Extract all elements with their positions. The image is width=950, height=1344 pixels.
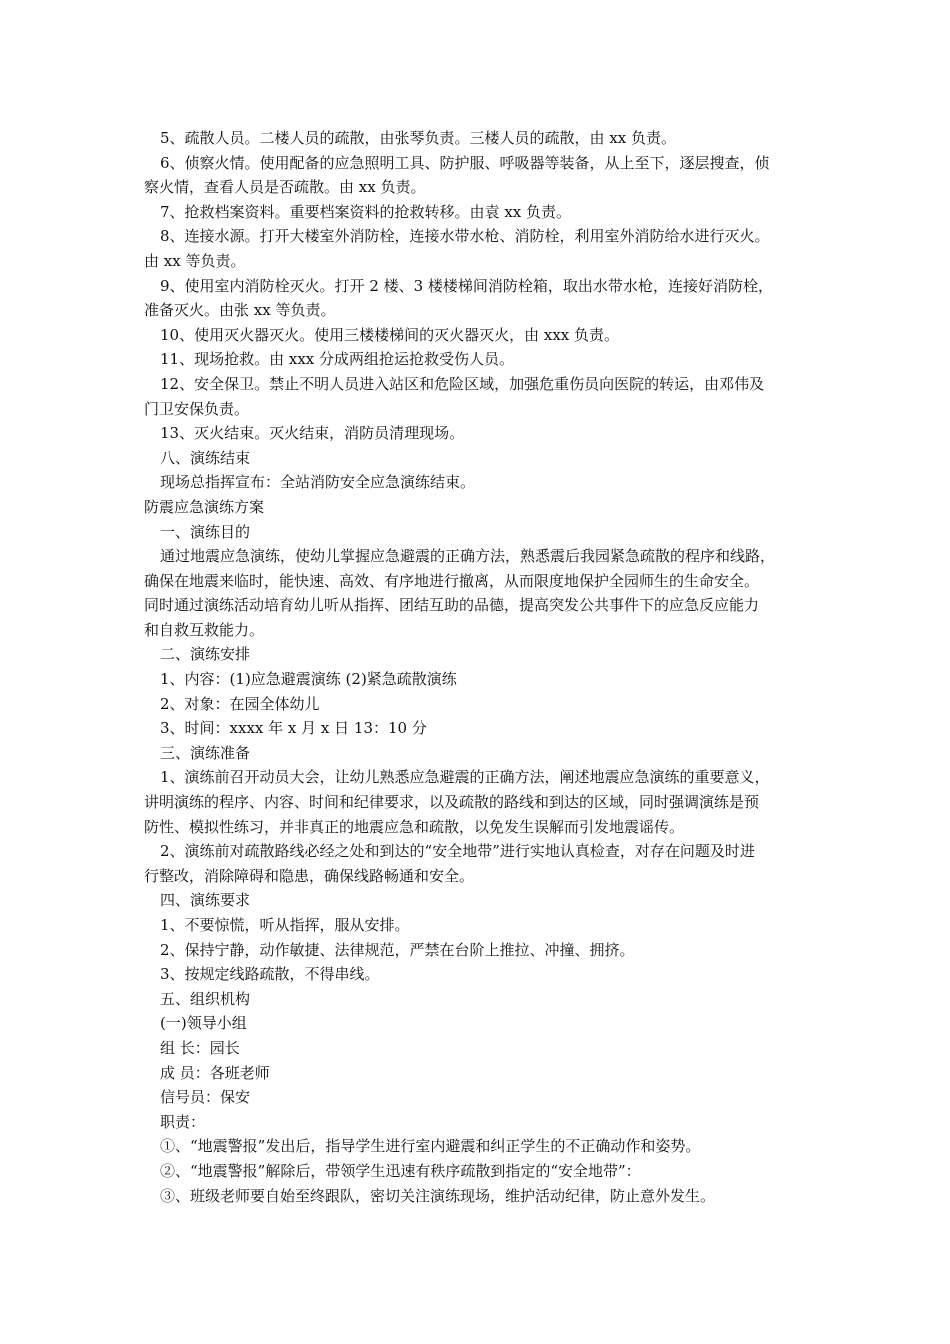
text-line: 组 长：园长 [160, 1038, 240, 1057]
text-line: 防震应急演练方案 [144, 497, 265, 516]
text-line: 12、安全保卫。禁止不明人员进入站区和危险区域，加强危重伤员向医院的转运，由邓伟及 [160, 374, 765, 393]
text-line: 和自救互救能力。 [144, 620, 265, 639]
text-line: 信号员：保安 [160, 1088, 251, 1107]
text-line: 同时通过演练活动培育幼儿听从指挥、团结互助的品德，提高突发公共事件下的应急反应能力 [144, 596, 760, 615]
text-line: 确保在地震来临时，能快速、高效、有序地进行撤离，从而限度地保护全园师生的生命安全。 [144, 571, 760, 590]
text-line: 通过地震应急演练，使幼儿掌握应急避震的正确方法，熟悉震后我园紧急疏散的程序和线路， [160, 547, 776, 566]
text-line: 行整改，消除障碍和隐患，确保线路畅通和安全。 [144, 866, 475, 885]
text-line: 1、演练前召开动员大会，让幼儿熟悉应急避震的正确方法，阐述地震应急演练的重要意义， [160, 768, 770, 787]
text-line: 八、演练结束 [160, 448, 251, 467]
text-line: 由 xx 等负责。 [144, 251, 246, 270]
text-line: 5、疏散人员。二楼人员的疏散，由张琴负责。三楼人员的疏散，由 xx 负责。 [160, 129, 677, 147]
text-line: ②、“地震警报”解除后，带领学生迅速有秩序疏散到指定的“安全地带”： [160, 1161, 641, 1180]
text-line: 四、演练要求 [160, 891, 251, 910]
text-line: 现场总指挥宣布：全站消防安全应急演练结束。 [160, 473, 476, 492]
text-line: 3、时间：xxxx 年 x 月 x 日 13：10 分 [160, 719, 427, 738]
text-line: 3、按规定线路疏散，不得串线。 [160, 965, 380, 984]
text-line: 11、现场抢救。由 xxx 分成两组抢运抢救受伤人员。 [160, 350, 515, 369]
text-line: 门卫安保负责。 [144, 399, 250, 418]
text-line: 三、演练准备 [160, 743, 251, 762]
text-line: 察火情，查看人员是否疏散。由 xx 负责。 [144, 178, 426, 197]
text-line: 五、组织机构 [160, 989, 251, 1008]
text-line: 一、演练目的 [160, 522, 251, 541]
text-line: (一)领导小组 [160, 1014, 247, 1033]
text-line: ③、班级老师要自始至终跟队，密切关注演练现场，维护活动纪律，防止意外发生。 [160, 1186, 716, 1205]
text-line: 职责： [160, 1112, 206, 1131]
text-line: 2、对象：在园全体幼儿 [160, 694, 320, 713]
document-body [144, 126, 808, 1208]
text-line: 准备灭火。由张 xx 等负责。 [144, 301, 336, 320]
text-line: 1、不要惊慌，听从指挥，服从安排。 [160, 916, 410, 934]
text-line: 讲明演练的程序、内容、时间和纪律要求，以及疏散的路线和到达的区域，同时强调演练是预 [144, 793, 760, 812]
text-line: 2、保持宁静，动作敏捷、法律规范，严禁在台阶上推拉、冲撞、拥挤。 [160, 940, 635, 959]
text-line: 6、侦察火情。使用配备的应急照明工具、防护服、呼吸器等装备，从上至下，逐层搜查，侦 [160, 153, 770, 172]
text-line: 7、抢救档案资料。重要档案资料的抢救转移。由袁 xx 负责。 [160, 202, 572, 221]
text-line: ①、“地震警报”发出后，指导学生进行室内避震和纠正学生的不正确动作和姿势。 [160, 1137, 701, 1156]
text-line: 2、演练前对疏散路线必经之处和到达的“安全地带”进行实地认真检查，对存在问题及时进 [160, 842, 755, 861]
text-line: 10、使用灭火器灭火。使用三楼楼梯间的灭火器灭火，由 xxx 负责。 [160, 325, 620, 344]
text-line: 8、连接水源。打开大楼室外消防栓，连接水带水枪、消防栓，利用室外消防给水进行灭火。 [160, 227, 770, 246]
text-line: 二、演练安排 [160, 645, 251, 664]
text-line: 9、使用室内消防栓灭火。打开 2 楼、3 楼楼梯间消防栓箱，取出水带水枪，连接好消防栓， [160, 276, 773, 295]
text-line: 1、内容：(1)应急避震演练 (2)紧急疏散演练 [160, 670, 457, 689]
text-line: 防性、模拟性练习，并非真正的地震应急和疏散，以免发生误解而引发地震谣传。 [144, 817, 685, 836]
text-line: 成 员：各班老师 [160, 1063, 270, 1082]
text-line: 13、灭火结束。灭火结束，消防员清理现场。 [160, 424, 465, 443]
